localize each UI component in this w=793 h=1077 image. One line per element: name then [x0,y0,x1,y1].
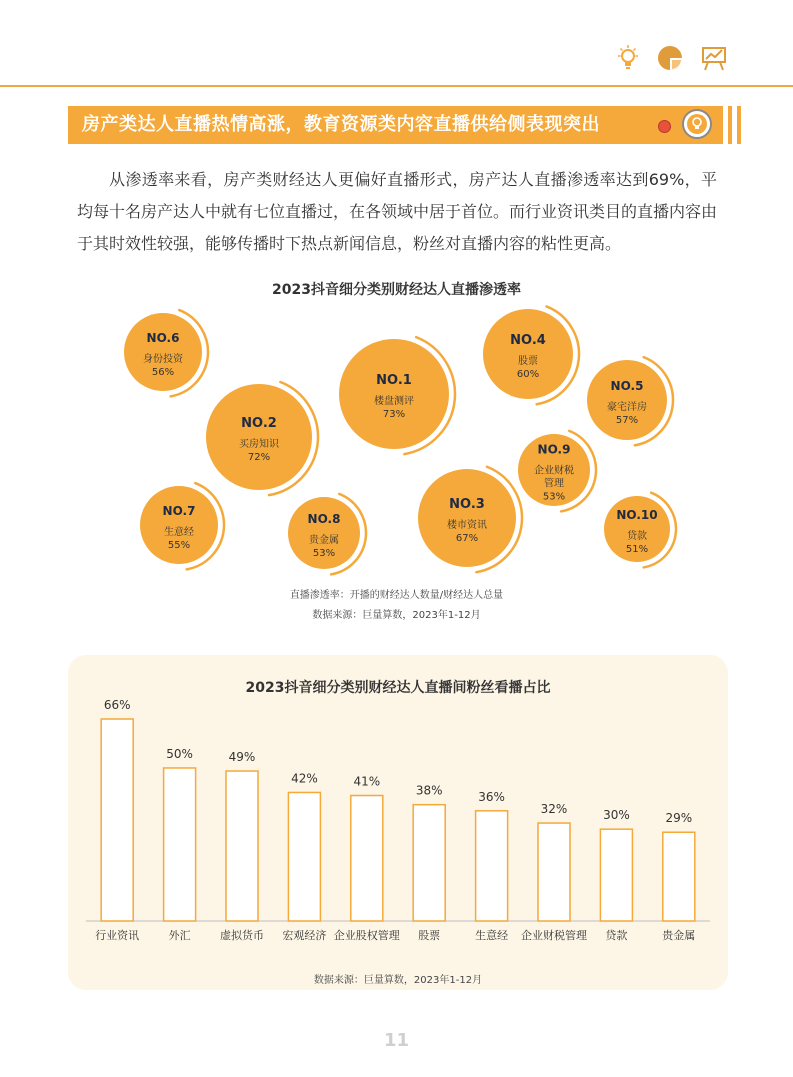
bar-value-label: 30% [603,808,630,823]
bubble-3 [418,467,522,572]
bubble-category: 股票 [518,356,538,367]
x-tick-label: 行业资讯 [95,929,140,942]
intro-paragraph: 从渗透率来看，房产类财经达人更偏好直播形式，房产达人直播渗透率达到69%，平均每十名房产达人中就有七位直播过，在各领域中居于首位。而行业资讯类目的直播内容由于其时效性较强，能够传播时下热点新闻信息，粉丝对直播内容的粘性更高。 [77,170,718,253]
bubble-value-label: 60% [516,369,540,380]
bubble-1 [339,337,455,454]
bubble-circle [124,313,202,391]
lightbulb-badge-icon [682,109,712,139]
bar-value-label: 36% [478,789,505,804]
bar-2 [164,768,196,921]
bar-value-label: 29% [665,811,693,826]
bubble-rank: NO.4 [510,333,546,348]
bubble-8 [288,494,366,575]
bubble-category: 企业财税 [534,465,574,477]
bar-3 [226,771,258,921]
bubble-rank: NO.7 [162,504,196,518]
bubble-rank: NO.10 [616,508,658,522]
bar-5 [351,796,383,921]
bubble-value-label: 53% [542,491,566,503]
bubble-value-label: 72% [247,452,271,463]
bubble-category: 身份投资 [143,354,183,365]
bar-10 [663,832,695,921]
bubble-value-label: 55% [167,540,191,551]
page-number: 11 [383,1030,410,1051]
header-rule [0,85,793,87]
bubble-5 [587,357,673,445]
bubble-category: 买房知识 [239,439,279,450]
bubble-value-label: 51% [625,544,649,555]
bar-value-label: 66% [103,698,131,712]
bubble-rank: NO.9 [537,442,571,457]
bubble-chart-source: 数据来源：巨量算数，2023年1-12月 [312,610,481,621]
x-tick-label: 股票 [418,929,441,942]
bar-chart-panel [68,655,728,990]
x-tick-label: 虚拟货币 [220,929,264,942]
bubble-category: 贵金属 [309,535,339,546]
bubble-circle [483,309,573,399]
bar-value-label: 49% [228,750,256,765]
red-dot-icon [658,120,671,133]
bubble-value-label: 56% [151,367,175,378]
bubble-chart [0,300,793,580]
bubble-chart-note: 直播渗透率：开播的财经达人数量/财经达人总量 [289,590,504,601]
bar-value-label: 42% [291,771,318,786]
bubble-category: 楼盘测评 [374,396,414,407]
x-tick-label: 外汇 [168,929,191,942]
bubble-circle [140,486,218,564]
bubble-7 [140,483,224,569]
bubble-2 [206,382,318,495]
x-tick-label: 宏观经济 [282,929,327,942]
lightbulb-icon [617,44,639,72]
bar-7 [476,811,508,921]
bubble-category: 管理 [544,478,564,490]
bubble-category: 楼市资讯 [447,520,487,531]
bubble-chart-title: 2023抖音细分类别财经达人直播渗透率 [272,282,521,298]
bar-6 [413,805,445,921]
bubble-rank: NO.5 [610,379,644,393]
bubble-6 [124,310,208,396]
presentation-board-icon [701,45,727,71]
pie-chart-icon [657,45,683,71]
bubble-rank: NO.3 [449,497,485,512]
x-tick-label: 企业股权管理 [333,929,400,942]
x-tick-label: 贵金属 [662,929,696,942]
bubble-value-label: 57% [615,415,639,426]
bar-4 [288,792,320,921]
bubble-value-label: 53% [312,548,336,559]
bar-value-label: 32% [540,802,568,817]
x-tick-label: 贷款 [605,929,628,942]
bar-8 [538,823,570,921]
bubble-rank: NO.1 [376,373,412,388]
section-title: 房产类达人直播热情高涨，教育资源类内容直播供给侧表现突出 [82,114,600,135]
bar-value-label: 50% [166,746,193,761]
section-banner [68,106,723,144]
bubble-circle [206,384,312,490]
bubble-category: 生意经 [164,527,194,538]
bar-chart-source: 数据来源：巨量算数，2023年1-12月 [313,975,483,986]
bar-chart-title: 2023抖音细分类别财经达人直播间粉丝看播占比 [245,680,551,696]
bar-9 [600,829,632,921]
bar-1 [101,719,133,921]
bar-chart [68,655,728,965]
x-tick-label: 企业财税管理 [521,929,587,942]
bubble-rank: NO.8 [307,512,341,526]
bubble-value-label: 67% [455,533,479,544]
bubble-value-label: 73% [382,409,406,420]
bubble-circle [339,339,449,449]
bubble-category: 豪宅洋房 [607,402,647,413]
bubble-category: 贷款 [627,531,647,542]
bubble-rank: NO.2 [241,416,277,431]
header-icons [617,44,727,72]
bar-value-label: 38% [415,783,443,798]
bubble-rank: NO.6 [146,331,180,345]
bubble-9 [518,431,596,512]
x-tick-label: 生意经 [475,929,509,942]
bubble-circle [418,469,516,567]
bubble-10 [604,493,676,568]
bubble-4 [483,306,579,404]
bubble-circle [587,360,667,440]
bar-value-label: 41% [353,774,381,789]
